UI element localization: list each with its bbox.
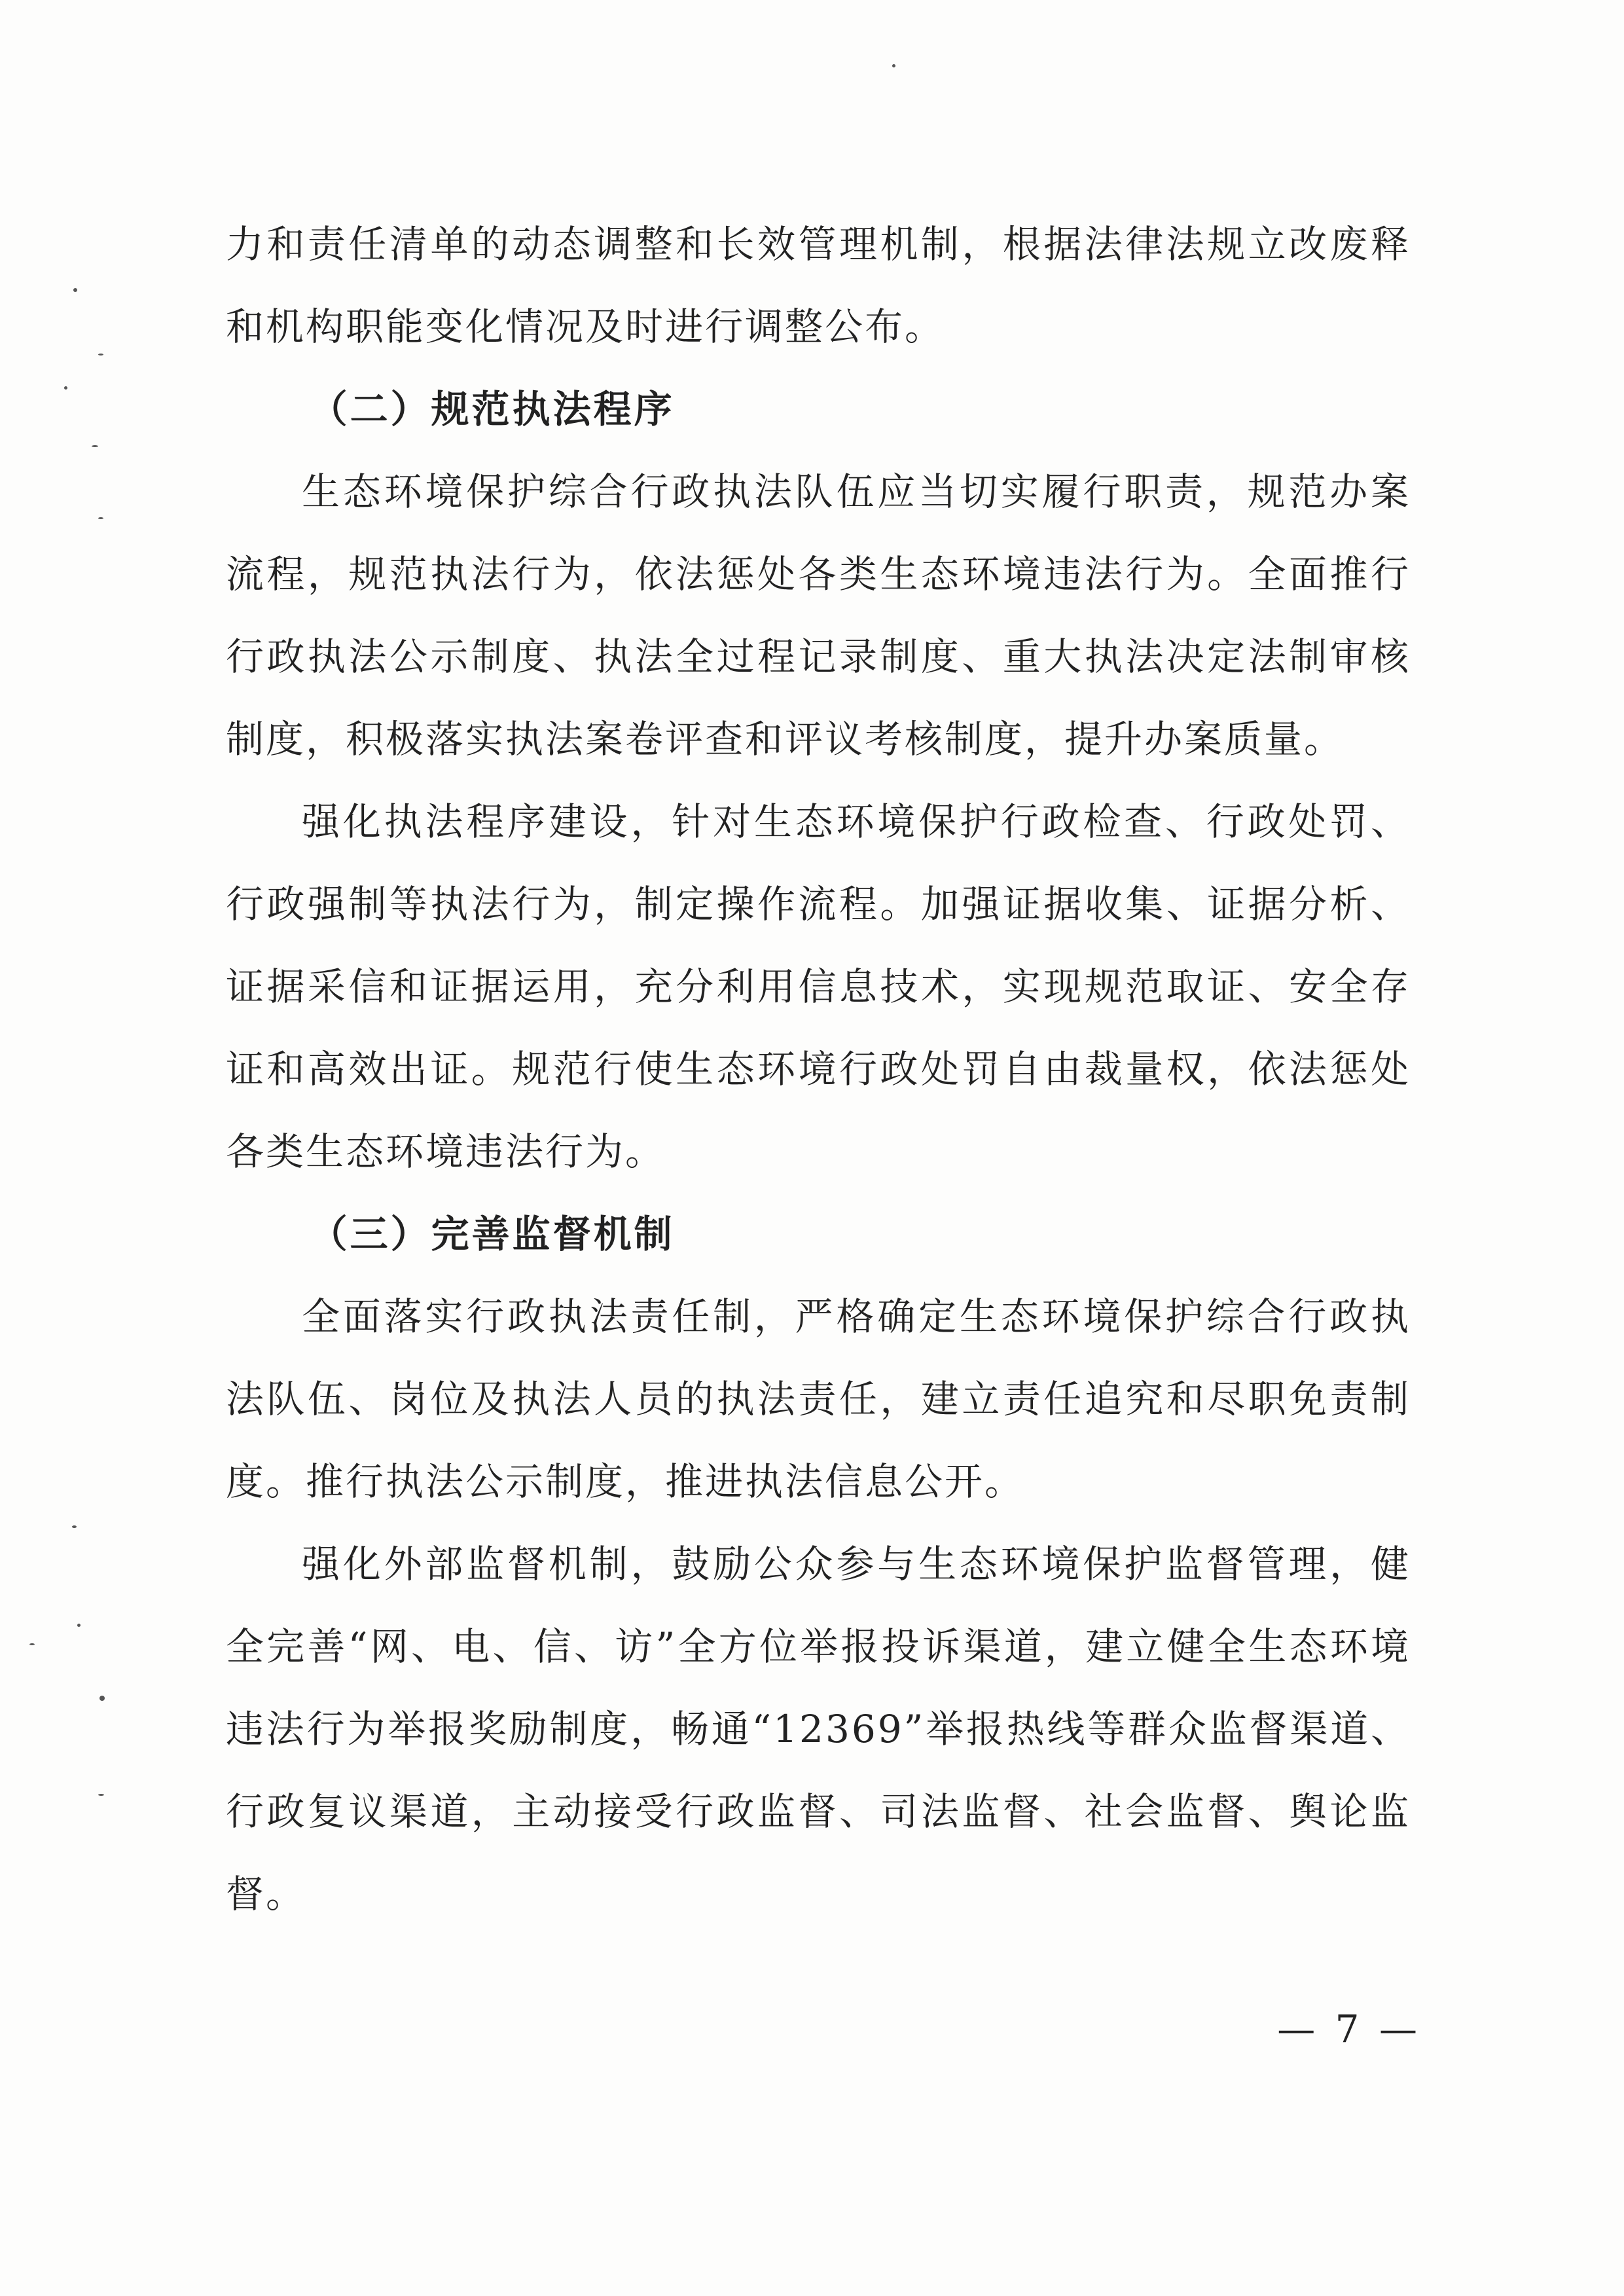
scan-speck <box>77 1624 81 1627</box>
page-number: — 7 — <box>1277 2007 1421 2051</box>
body-paragraph: 强化外部监督机制，鼓励公众参与生态环境保护监督管理，健全完善“网、电、信、访”全方位举报投诉渠道，建立健全生态环境违法行为举报奖励制度，畅通“12369”举报热线等群众监督渠道、行政复议渠道，主动接受行政监督、司法监督、社会监督、舆论监督。 <box>226 1542 1411 1916</box>
scan-speck <box>92 445 98 447</box>
body-paragraph: 强化执法程序建设，针对生态环境保护行政检查、行政处罚、行政强制等执法行为，制定操作流程。加强证据收集、证据分析、证据采信和证据运用，充分利用信息技术，实现规范取证、安全存证和高效出证。规范行使生态环境行政处罚自由裁量权，依法惩处各类生态环境违法行为。 <box>226 799 1411 1174</box>
section-heading-3: （三）完善监督机制 <box>309 1212 675 1256</box>
document-body <box>226 203 1411 1935</box>
scan-speck <box>892 64 895 67</box>
scan-speck <box>73 288 77 292</box>
continuation-paragraph: 力和责任清单的动态调整和长效管理机制，根据法律法规立改废释和机构职能变化情况及时进行调整公布。 <box>226 222 1411 349</box>
body-paragraph: 生态环境保护综合行政执法队伍应当切实履行职责，规范办案流程，规范执法行为，依法惩处各类生态环境违法行为。全面推行行政执法公示制度、执法全过程记录制度、重大执法决定法制审核制度，积极落实执法案卷评查和评议考核制度，提升办案质量。 <box>226 469 1411 761</box>
body-paragraph: 全面落实行政执法责任制，严格确定生态环境保护综合行政执法队伍、岗位及执法人员的执法责任，建立责任追究和尽职免责制度。推行执法公示制度，推进执法信息公开。 <box>226 1294 1411 1504</box>
section-heading-2: （二）规范执法程序 <box>309 387 675 431</box>
scan-speck <box>99 1696 105 1701</box>
scan-speck <box>29 1643 35 1645</box>
scan-speck <box>98 1794 104 1796</box>
scan-speck <box>98 354 103 355</box>
scan-speck <box>98 517 103 519</box>
scan-speck <box>72 1525 77 1528</box>
scan-speck <box>64 386 67 390</box>
